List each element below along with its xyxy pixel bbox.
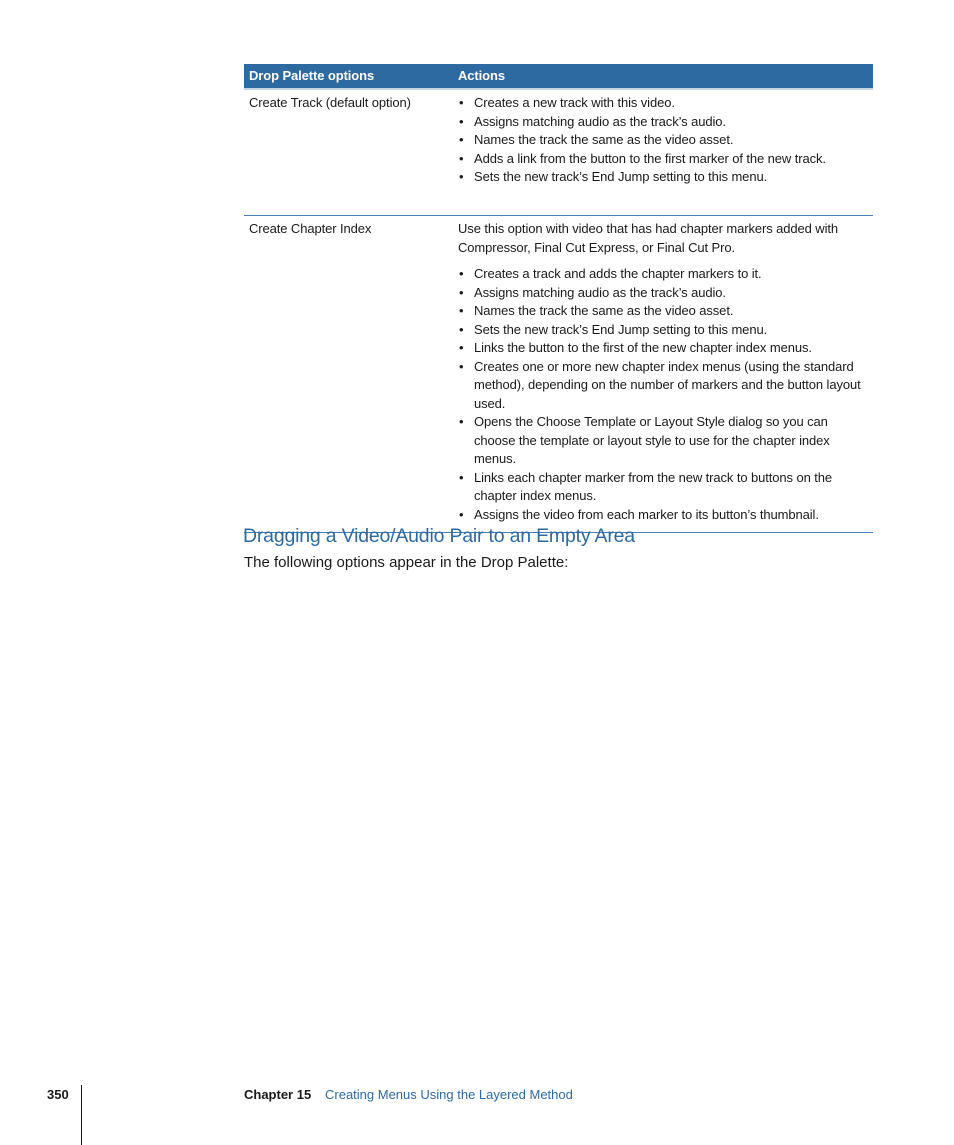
list-item: • Names the track the same as the video asset. [459,132,734,147]
actions-list [458,265,867,524]
list-item: • Creates a track and adds the chapter markers to it. [459,266,762,281]
list-item: • Adds a link from the button to the first marker of the new track. [459,150,826,166]
list-item: • Assigns matching audio as the track’s audio. [459,284,726,300]
actions-cell [458,216,873,524]
drop-palette-table [244,64,873,533]
list-item: • Opens the Choose Template or Layout Style dialog so you can choose the template or layout style to use for the chapter index menus. [459,414,830,466]
section-body: The following options appear in the Drop Palette: [244,554,569,571]
table-row [244,90,873,216]
option-intro: Use this option with video that has had chapter markers added with Compressor, Final Cut Express, or Final Cut Pro. [458,221,839,255]
list-item: • Creates a new track with this video. [459,95,675,110]
actions-cell [458,90,873,187]
page-number: 350 [47,1087,69,1102]
option-cell: Create Track (default option) [249,95,411,110]
list-item: • Names the track the same as the video asset. [459,303,734,318]
footer-divider [81,1085,82,1145]
list-item: • Sets the new track’s End Jump setting to this menu. [459,169,768,184]
actions-list [458,94,867,187]
column-header-actions: Actions [458,68,505,83]
section-heading: Dragging a Video/Audio Pair to an Empty Area [243,525,635,547]
column-header-options: Drop Palette options [249,68,375,83]
chapter-label: Chapter 15 [244,1087,312,1102]
list-item: • Assigns matching audio as the track’s audio. [459,113,726,129]
list-item: • Creates one or more new chapter index menus (using the standard method), depending on the number of markers and the button layout used. [459,358,861,411]
list-item: • Assigns the video from each marker to its button’s thumbnail. [459,506,819,522]
option-cell: Create Chapter Index [249,221,372,236]
chapter-title: Creating Menus Using the Layered Method [325,1087,573,1102]
list-item: • Links each chapter marker from the new track to buttons on the chapter index menus. [459,469,832,503]
table-header [244,64,873,90]
list-item: • Links the button to the first of the new chapter index menus. [459,340,812,355]
list-item: • Sets the new track’s End Jump setting to this menu. [459,321,768,337]
table-row [244,216,873,533]
